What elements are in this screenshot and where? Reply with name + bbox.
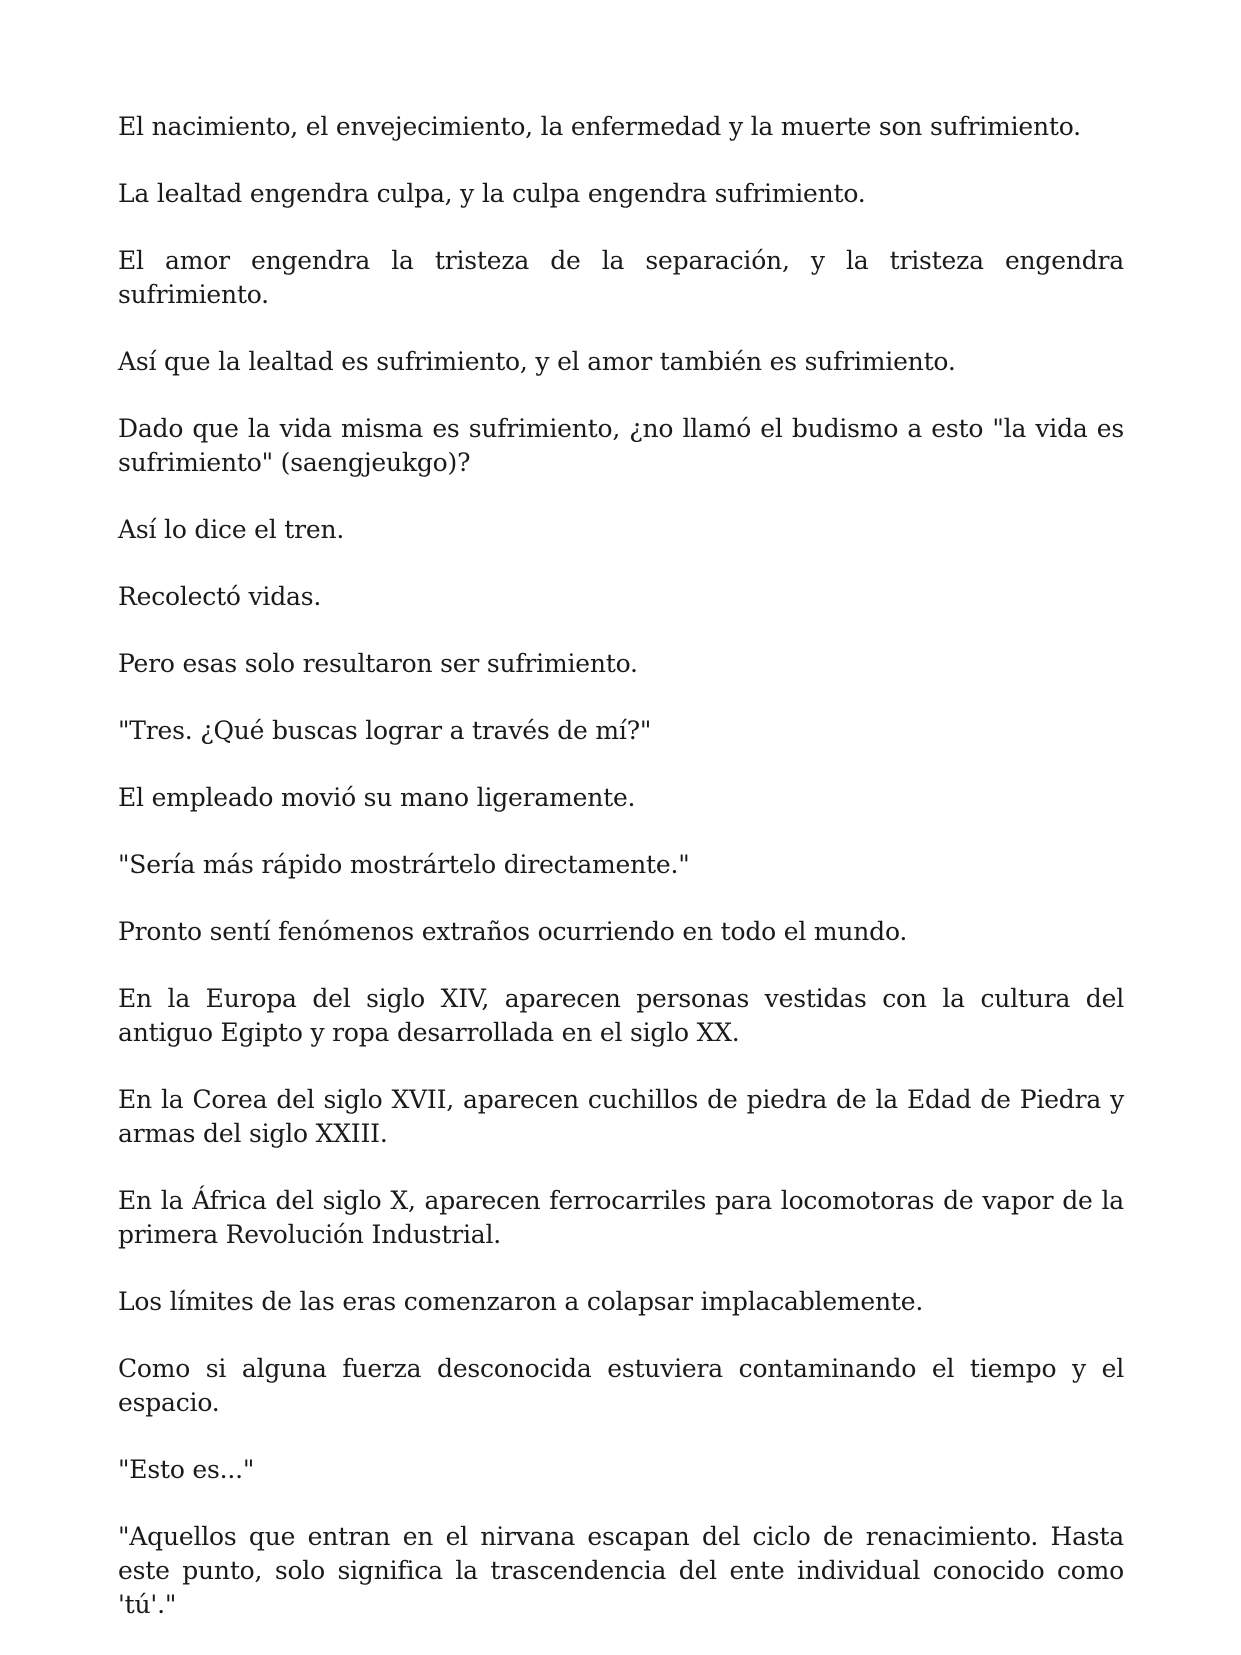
- paragraph: El nacimiento, el envejecimiento, la enfermedad y la muerte son sufrimiento.: [118, 112, 1081, 141]
- paragraph: "Esto es...": [118, 1455, 255, 1484]
- paragraph: La lealtad engendra culpa, y la culpa engendra sufrimiento.: [118, 179, 866, 208]
- paragraph: En la África del siglo X, aparecen ferrocarriles para locomotoras de vapor de la primera Revolución Industrial.: [118, 1186, 1124, 1249]
- paragraph: Recolectó vidas.: [118, 582, 322, 611]
- paragraph: En la Europa del siglo XIV, aparecen personas vestidas con la cultura del antiguo Egipto y ropa desarrollada en el siglo XX.: [118, 984, 1124, 1047]
- document-body: [118, 110, 1124, 1655]
- paragraph: En la Corea del siglo XVII, aparecen cuchillos de piedra de la Edad de Piedra y armas del siglo XXIII.: [118, 1085, 1124, 1148]
- paragraph: Pronto sentí fenómenos extraños ocurriendo en todo el mundo.: [118, 917, 908, 946]
- paragraph: Así lo dice el tren.: [118, 515, 345, 544]
- paragraph: El amor engendra la tristeza de la separación, y la tristeza engendra sufrimiento.: [118, 246, 1124, 309]
- paragraph: "Aquellos que entran en el nirvana escapan del ciclo de renacimiento. Hasta este punto, solo significa la trascendencia del ente individual conocido como 'tú'.": [118, 1522, 1124, 1619]
- paragraph: Pero esas solo resultaron ser sufrimiento.: [118, 649, 638, 678]
- paragraph: Como si alguna fuerza desconocida estuviera contaminando el tiempo y el espacio.: [118, 1354, 1124, 1417]
- paragraph: Dado que la vida misma es sufrimiento, ¿no llamó el budismo a esto "la vida es sufrimiento" (saengjeukgo)?: [118, 414, 1124, 477]
- paragraph: "Sería más rápido mostrártelo directamente.": [118, 850, 690, 879]
- paragraph: "Tres. ¿Qué buscas lograr a través de mí?": [118, 716, 652, 745]
- paragraph: Los límites de las eras comenzaron a colapsar implacablemente.: [118, 1287, 924, 1316]
- paragraph: El empleado movió su mano ligeramente.: [118, 783, 636, 812]
- paragraph: Así que la lealtad es sufrimiento, y el amor también es sufrimiento.: [118, 347, 956, 376]
